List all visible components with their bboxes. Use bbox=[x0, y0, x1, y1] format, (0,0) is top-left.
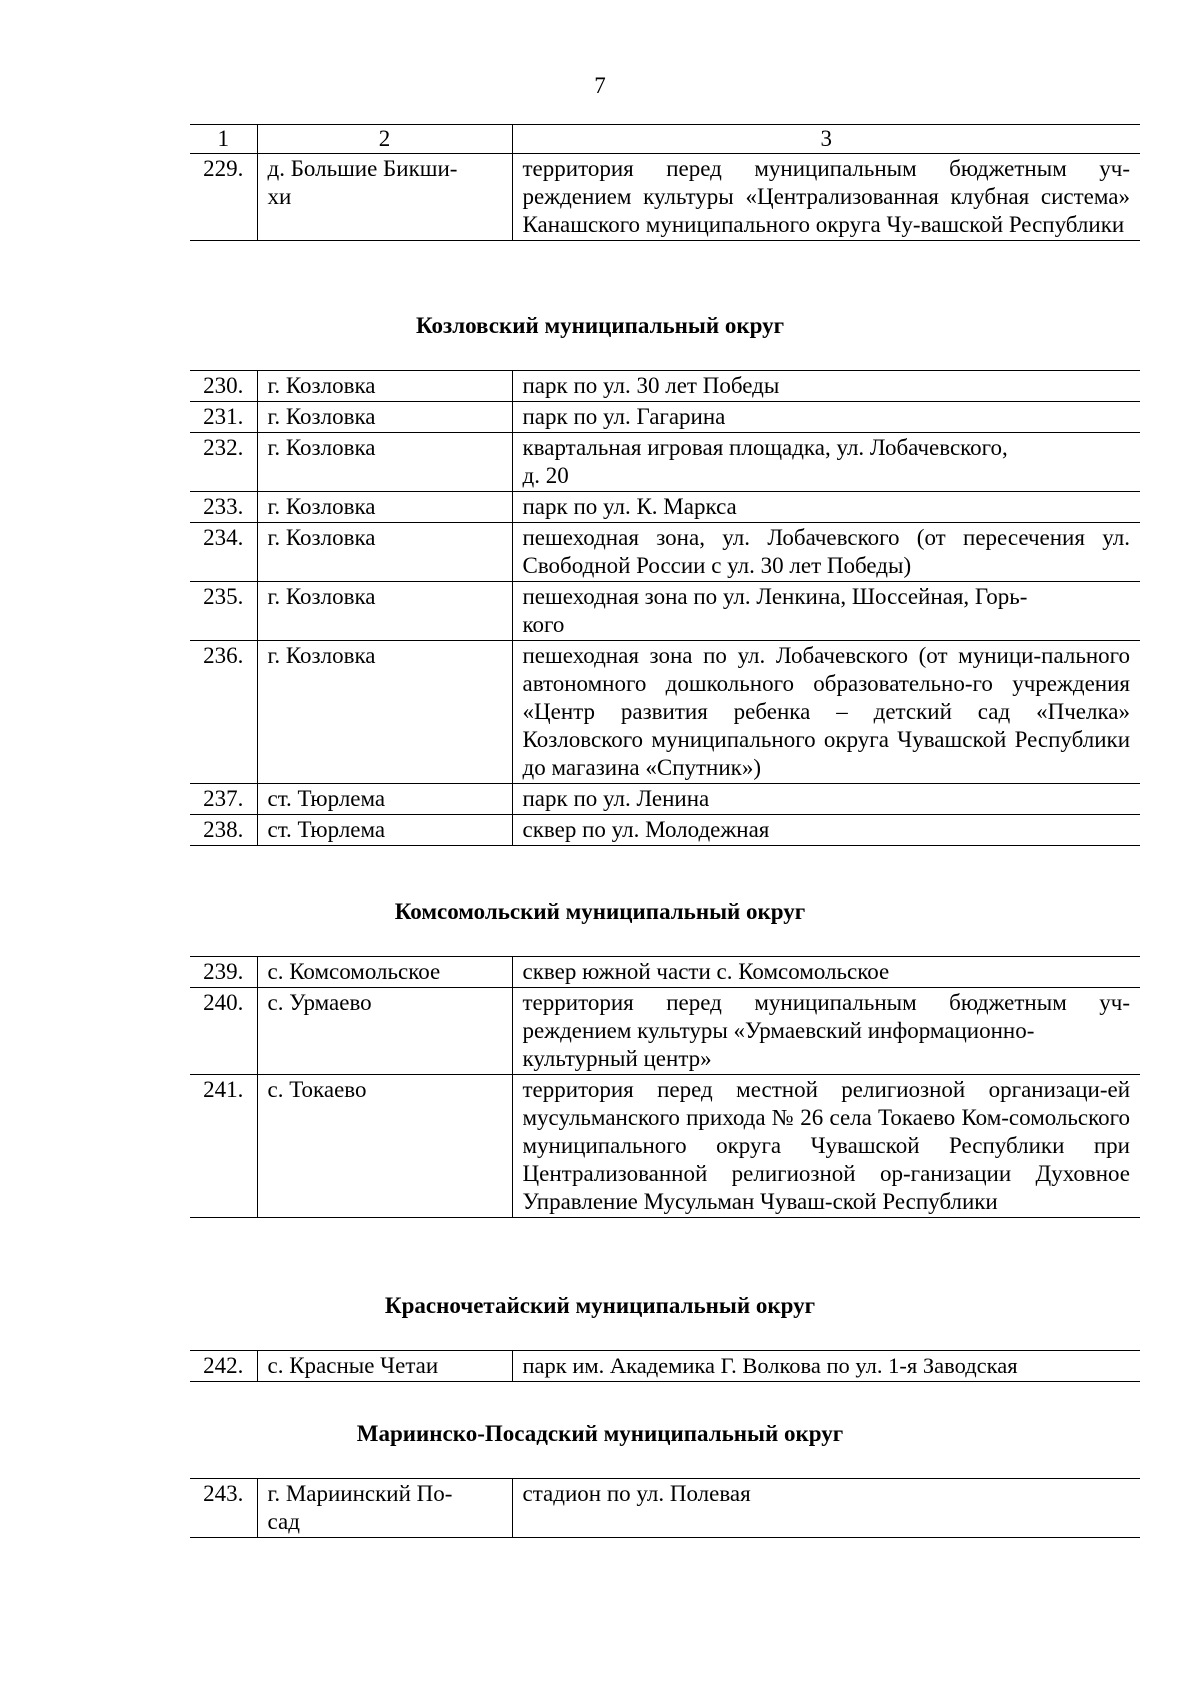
row-description: пешеходная зона по ул. Ленкина, Шоссейная, Горь- кого bbox=[512, 582, 1140, 641]
row-place: г. Козловка bbox=[257, 433, 512, 492]
row-place: д. Большие Бикши- хи bbox=[257, 154, 512, 241]
table-row bbox=[190, 492, 1140, 523]
row-number: 230. bbox=[190, 371, 257, 402]
header-col-3: 3 bbox=[512, 125, 1140, 154]
row-description: территория перед местной религиозной организаци-ей мусульманского прихода № 26 села Токаево Ком-сомольского муниципального округа Чувашской Республики при Централизованной религиозной ор-ганизации Духовное Управление Мусульман Чуваш-ской Республики bbox=[512, 1075, 1140, 1218]
table-row bbox=[190, 784, 1140, 815]
row-number: 241. bbox=[190, 1075, 257, 1218]
table-krasnochetaisky bbox=[190, 1350, 1140, 1382]
row-place: г. Мариинский По- сад bbox=[257, 1479, 512, 1538]
row-number: 237. bbox=[190, 784, 257, 815]
section-title-mariinsko-posadsky: Мариинско-Посадский муниципальный округ bbox=[356, 1421, 844, 1446]
row-description: стадион по ул. Полевая bbox=[512, 1479, 1140, 1538]
row-number: 238. bbox=[190, 815, 257, 846]
row-number: 236. bbox=[190, 641, 257, 784]
row-place: г. Козловка bbox=[257, 582, 512, 641]
table-row bbox=[190, 582, 1140, 641]
row-place: г. Козловка bbox=[257, 523, 512, 582]
row-description: территория перед муниципальным бюджетным уч-реждением культуры «Централизованная клубная система» Канашского муниципального округа Чу-вашской Республики bbox=[512, 154, 1140, 241]
row-place: г. Козловка bbox=[257, 402, 512, 433]
row-place: с. Красные Четаи bbox=[257, 1351, 512, 1382]
section-title-komsomolsky: Комсомольский муниципальный округ bbox=[394, 899, 806, 924]
table-row bbox=[190, 815, 1140, 846]
row-number: 231. bbox=[190, 402, 257, 433]
row-number: 240. bbox=[190, 988, 257, 1075]
row-number: 232. bbox=[190, 433, 257, 492]
table-row bbox=[190, 1479, 1140, 1538]
table-kanash bbox=[190, 124, 1140, 241]
table-row bbox=[190, 523, 1140, 582]
table-komsomolsky bbox=[190, 956, 1140, 1218]
row-place: г. Козловка bbox=[257, 492, 512, 523]
table-row bbox=[190, 641, 1140, 784]
row-number: 233. bbox=[190, 492, 257, 523]
table-row bbox=[190, 433, 1140, 492]
header-col-2: 2 bbox=[257, 125, 512, 154]
header-col-1: 1 bbox=[190, 125, 257, 154]
table-row bbox=[190, 371, 1140, 402]
table-row bbox=[190, 1351, 1140, 1382]
table-row bbox=[190, 957, 1140, 988]
row-description: парк им. Академика Г. Волкова по ул. 1-я Заводская bbox=[512, 1351, 1140, 1382]
row-place: с. Урмаево bbox=[257, 988, 512, 1075]
table-row bbox=[190, 154, 1140, 241]
row-place: ст. Тюрлема bbox=[257, 784, 512, 815]
row-place: г. Козловка bbox=[257, 371, 512, 402]
row-number: 239. bbox=[190, 957, 257, 988]
row-description: парк по ул. Гагарина bbox=[512, 402, 1140, 433]
section-title-kozlovsky: Козловский муниципальный округ bbox=[415, 313, 785, 338]
table-row bbox=[190, 988, 1140, 1075]
table-mariinsko-posadsky bbox=[190, 1478, 1140, 1538]
row-description: парк по ул. Ленина bbox=[512, 784, 1140, 815]
row-description: парк по ул. 30 лет Победы bbox=[512, 371, 1140, 402]
row-number: 235. bbox=[190, 582, 257, 641]
row-place: ст. Тюрлема bbox=[257, 815, 512, 846]
row-number: 229. bbox=[190, 154, 257, 241]
row-number: 243. bbox=[190, 1479, 257, 1538]
section-title-krasnochetaisky: Красночетайский муниципальный округ bbox=[384, 1293, 816, 1318]
row-description: территория перед муниципальным бюджетным уч-реждением культуры «Урмаевский информационно- культурный центр» bbox=[512, 988, 1140, 1075]
table-row bbox=[190, 1075, 1140, 1218]
row-number: 242. bbox=[190, 1351, 257, 1382]
row-description: пешеходная зона, ул. Лобачевского (от пересечения ул. Свободной России с ул. 30 лет Победы) bbox=[512, 523, 1140, 582]
row-place: г. Козловка bbox=[257, 641, 512, 784]
table-header-row bbox=[190, 125, 1140, 154]
row-place: с. Комсомольское bbox=[257, 957, 512, 988]
row-description: пешеходная зона по ул. Лобачевского (от муници-пального автономного дошкольного образовательно-го учреждения «Центр развития ребенка – детский сад «Пчелка» Козловского муниципального округа Чувашской Республики до магазина «Спутник») bbox=[512, 641, 1140, 784]
row-description: сквер южной части с. Комсомольское bbox=[512, 957, 1140, 988]
row-description: парк по ул. К. Маркса bbox=[512, 492, 1140, 523]
row-number: 234. bbox=[190, 523, 257, 582]
table-row bbox=[190, 402, 1140, 433]
row-place: с. Токаево bbox=[257, 1075, 512, 1218]
row-description: квартальная игровая площадка, ул. Лобачевского, д. 20 bbox=[512, 433, 1140, 492]
table-kozlovsky bbox=[190, 370, 1140, 846]
row-description: сквер по ул. Молодежная bbox=[512, 815, 1140, 846]
page-number: 7 bbox=[594, 73, 606, 98]
